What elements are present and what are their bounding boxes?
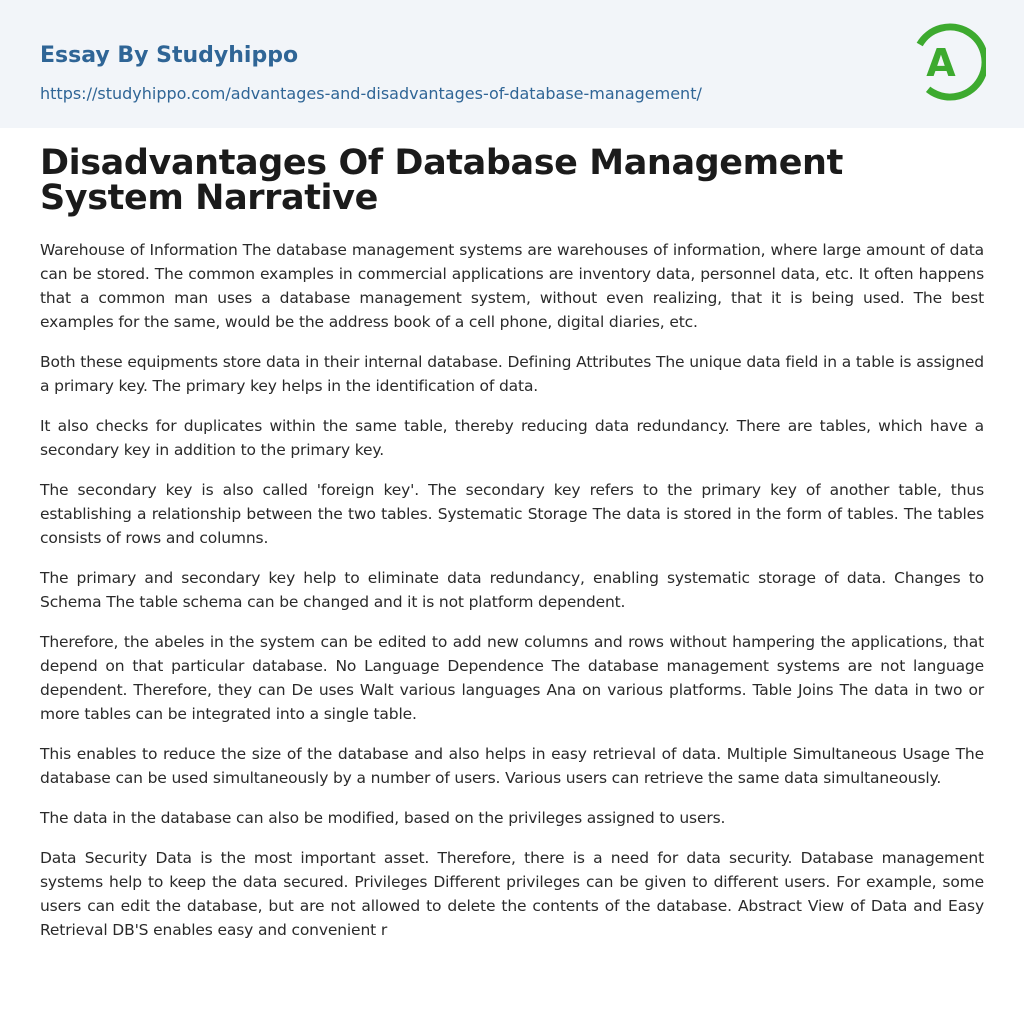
paragraph: The data in the database can also be modified, based on the privileges assigned to users. [40, 809, 726, 827]
paragraph: Warehouse of Information The database management systems are warehouses of information, where large amount of data can be stored. The common examples in commercial applications are inventory data, personnel data, etc. It often happens that a common man uses a database management system, without even realizing, that it is being used. The best examples for the same, would be the address book of a cell phone, digital diaries, etc. [40, 241, 984, 331]
article-title: Disadvantages Of Database Management System Narrative [40, 143, 843, 218]
studyhippo-logo-icon[interactable] [914, 18, 986, 104]
paragraph: The secondary key is also called 'foreign key'. The secondary key refers to the primary key of another table, thus establishing a relationship between the two tables. Systematic Storage The data is stored in the form of tables. The tables consists of rows and columns. [40, 481, 984, 547]
source-url-link[interactable]: https://studyhippo.com/advantages-and-disadvantages-of-database-management/ [40, 84, 702, 103]
paragraph: Data Security Data is the most important asset. Therefore, there is a need for data security. Database management systems help to keep the data secured. Privileges Different privileges can be given to different users. For example, some users can edit the database, but are not allowed to delete the contents of the database. Abstract View of Data and Easy Retrieval DB'S enables easy and convenient r [40, 849, 984, 939]
article-body [0, 128, 1024, 942]
paragraph: It also checks for duplicates within the same table, thereby reducing data redundancy. There are tables, which have a secondary key in addition to the primary key. [40, 417, 984, 459]
brand-name[interactable]: Essay By Studyhippo [40, 43, 299, 68]
site-header [0, 0, 1024, 128]
logo-letter: A [926, 41, 956, 85]
paragraph: The primary and secondary key help to eliminate data redundancy, enabling systematic storage of data. Changes to Schema The table schema can be changed and it is not platform dependent. [40, 569, 984, 611]
paragraph: This enables to reduce the size of the database and also helps in easy retrieval of data. Multiple Simultaneous Usage The database can be used simultaneously by a number of users. Various users can retrieve the same data simultaneously. [40, 745, 984, 787]
paragraph: Therefore, the abeles in the system can be edited to add new columns and rows without hampering the applications, that depend on that particular database. No Language Dependence The database management systems are not language dependent. Therefore, they can De uses Walt various languages Ana on various platforms. Table Joins The data in two or more tables can be integrated into a single table. [40, 633, 984, 723]
paragraph: Both these equipments store data in their internal database. Defining Attributes The unique data field in a table is assigned a primary key. The primary key helps in the identification of data. [40, 353, 984, 395]
